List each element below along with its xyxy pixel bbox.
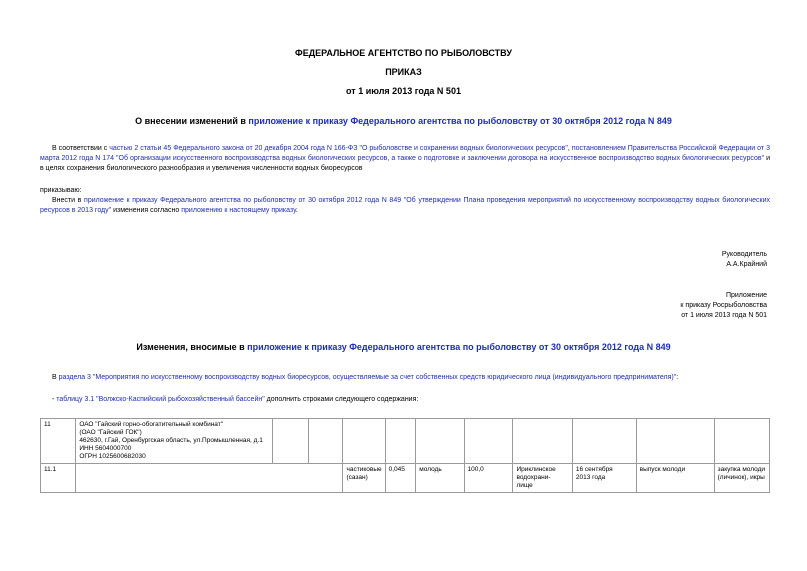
doc-title-link[interactable]: приложение к приказу Федерального агентства по рыболовству от 30 октября 2012 года N 849 bbox=[248, 116, 672, 126]
org-inn: ИНН 5604000700 bbox=[79, 445, 132, 452]
section-text-2: : bbox=[676, 374, 679, 381]
species-line1: частиковые bbox=[346, 466, 382, 473]
table-line-text-2: дополнить строками следующего содержания: bbox=[264, 396, 419, 403]
org-address: 462630, г.Гай, Оренбургская область, ул.Промышленная, д.1 bbox=[79, 437, 263, 444]
empty-cell bbox=[385, 419, 416, 464]
empty-cell bbox=[308, 419, 343, 464]
order-text-3: . bbox=[295, 207, 298, 214]
order-text-1: Внести в bbox=[52, 197, 85, 204]
section-text-1: В bbox=[52, 374, 59, 381]
table-link[interactable]: таблицу 3.1 "Волжско-Каспийский рыбохозяйственный бассейн" bbox=[56, 396, 265, 403]
order-clause bbox=[40, 196, 770, 216]
row-number: 11 bbox=[41, 419, 76, 464]
empty-cell bbox=[343, 419, 385, 464]
place-line3: лище bbox=[516, 482, 533, 489]
order-text-2: изменения согласно bbox=[111, 207, 182, 214]
note-line2: (личинок), икры bbox=[717, 474, 765, 481]
table-row bbox=[41, 464, 770, 493]
signature-role: Руководитель bbox=[721, 251, 767, 258]
appendix-reference bbox=[680, 291, 767, 321]
table-row bbox=[41, 419, 770, 464]
table-line-text-1: - bbox=[52, 396, 57, 403]
decree-link[interactable]: постановлением Правительства Российской Федерации от 3 марта 2012 года N 174 "Об организации искусственного воспроизводства водных биологических ресурсов, а также о подготовке и заключении договора на искусственное воспроизводство водных биологических ресурсов" bbox=[40, 145, 771, 162]
preamble-text-2: , bbox=[567, 145, 572, 152]
signature-block bbox=[722, 250, 767, 270]
law-link[interactable]: частью 2 статьи 45 Федерального закона от 20 декабря 2004 года N 166-ФЗ "О рыболовстве и сохранении водных биологических ресурсов" bbox=[109, 145, 568, 152]
empty-cell bbox=[513, 419, 572, 464]
species-cell bbox=[343, 464, 385, 493]
section-link[interactable]: раздела 3 "Мероприятия по искусственному воспроизводству водных биоресурсов, осуществляемые за счет собственных средств юридического лица (индивидуального предпринимателя)" bbox=[58, 374, 677, 381]
org-short-name: (ОАО "Гайский ГОК") bbox=[79, 429, 142, 436]
appendix-ref-line2: к приказу Росрыболовства bbox=[680, 302, 767, 309]
place-cell bbox=[513, 464, 572, 493]
empty-cell bbox=[572, 419, 636, 464]
changes-title bbox=[0, 342, 807, 352]
empty-cell bbox=[714, 419, 769, 464]
date-cell bbox=[572, 464, 636, 493]
appendix-ref-line3: от 1 июля 2013 года N 501 bbox=[681, 312, 767, 319]
row-number: 11.1 bbox=[41, 464, 76, 493]
place-line2: водохрани- bbox=[516, 474, 551, 481]
doc-type: ПРИКАЗ bbox=[385, 67, 422, 77]
doc-title-prefix: О внесении изменений в bbox=[135, 116, 249, 126]
amount-cell: 0,045 bbox=[385, 464, 416, 493]
doc-title bbox=[0, 116, 807, 126]
doc-date-number: от 1 июля 2013 года N 501 bbox=[346, 86, 461, 96]
empty-cell bbox=[416, 419, 464, 464]
preamble-paragraph bbox=[40, 144, 770, 174]
place-line1: Ириклинское bbox=[516, 466, 556, 473]
stage-cell: молодь bbox=[416, 464, 464, 493]
empty-cell bbox=[76, 464, 343, 493]
signature-name: А.А.Крайний bbox=[726, 261, 767, 268]
empty-cell bbox=[636, 419, 714, 464]
action-cell: выпуск молоди bbox=[636, 464, 714, 493]
changes-title-prefix: Изменения, вносимые в bbox=[136, 342, 248, 352]
empty-cell bbox=[464, 419, 513, 464]
note-cell bbox=[714, 464, 769, 493]
section-line bbox=[40, 373, 770, 383]
weight-cell: 100,0 bbox=[464, 464, 513, 493]
changes-title-link[interactable]: приложение к приказу Федерального агентства по рыболовству от 30 октября 2012 года N 849 bbox=[247, 342, 671, 352]
changes-table bbox=[40, 418, 770, 493]
order-appendix-link[interactable]: приложение к приказу Федерального агентства по рыболовству от 30 октября 2012 года N 849 "Об утверждении Плана проведения мероприятий по искусственному воспроизводству водных биологических ресурсов в 2013 году" bbox=[40, 197, 771, 214]
order-word: приказываю: bbox=[40, 187, 82, 194]
note-line1: закупка молоди bbox=[717, 466, 766, 473]
this-order-appendix-link[interactable]: приложению к настоящему приказу bbox=[181, 207, 296, 214]
species-line2: (сазан) bbox=[346, 474, 368, 481]
agency-name: ФЕДЕРАЛЬНОЕ АГЕНТСТВО ПО РЫБОЛОВСТВУ bbox=[295, 48, 512, 58]
preamble-text-1: В соответствии с bbox=[52, 145, 110, 152]
table-line bbox=[40, 395, 770, 405]
empty-cell bbox=[272, 419, 308, 464]
date-line2: 2013 года bbox=[575, 474, 606, 481]
organization-cell bbox=[76, 419, 273, 464]
date-line1: 16 сентября bbox=[575, 466, 613, 473]
appendix-ref-line1: Приложение bbox=[725, 292, 767, 299]
org-name: ОАО "Гайский горно-обогатительный комбинат" bbox=[79, 421, 224, 428]
org-ogrn: ОГРН 1025600682030 bbox=[79, 453, 146, 460]
preamble-text-3: и в целях сохранения биологического разнообразия и увеличения численности водных биоресурсов bbox=[40, 155, 771, 172]
